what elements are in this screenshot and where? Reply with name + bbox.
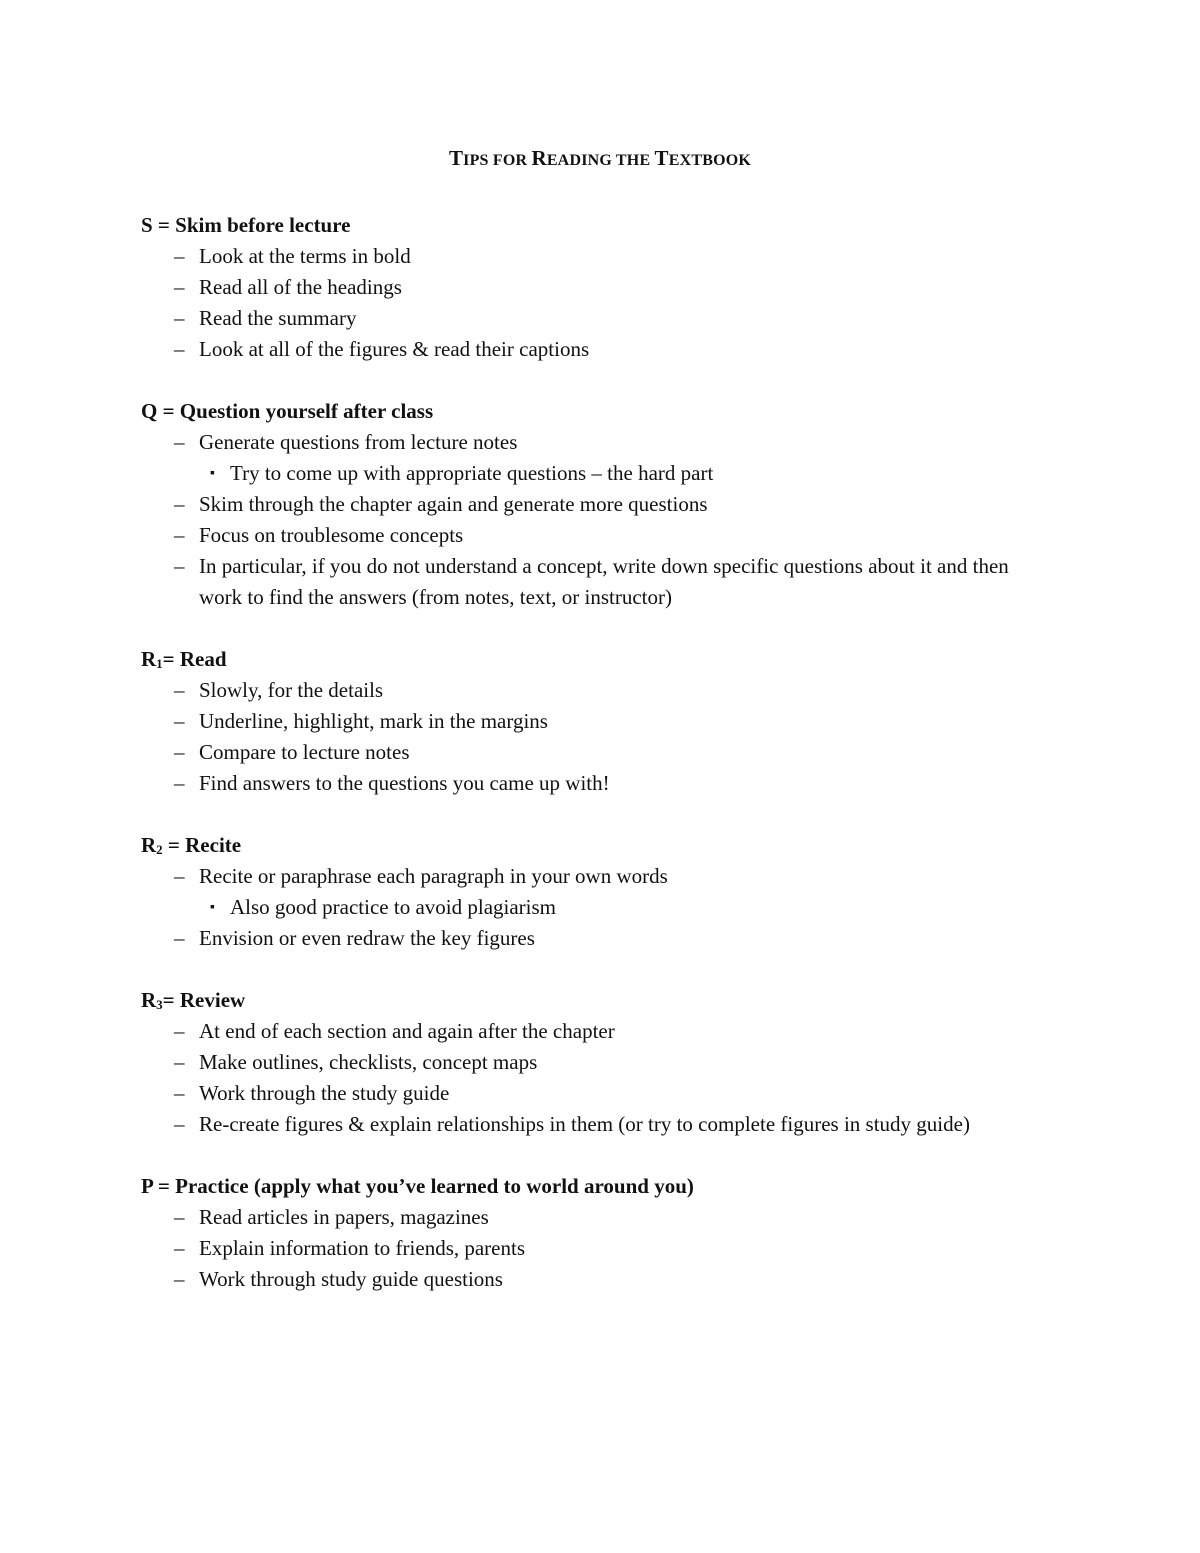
list-item: – Read articles in papers, magazines	[141, 1202, 1029, 1233]
list-item: – Work through the study guide	[141, 1078, 1029, 1109]
list-item: – Skim through the chapter again and generate more questions	[141, 489, 1029, 520]
list-item: – Work through study guide questions	[141, 1264, 1029, 1295]
dash-marker: –	[174, 926, 185, 950]
sub-list-item: ▪ Also good practice to avoid plagiarism	[141, 892, 1030, 923]
list-item: – Explain information to friends, parents	[141, 1233, 1029, 1264]
dash-marker: –	[174, 1081, 185, 1105]
sub-list-item: ▪ Try to come up with appropriate questions – the hard part	[141, 458, 1030, 489]
list-item: – Envision or even redraw the key figures	[141, 923, 1029, 954]
list-item: – Re-create figures & explain relationships in them (or try to complete figures in study guide)	[141, 1109, 1029, 1140]
list-item: – Read all of the headings	[141, 272, 1029, 303]
square-bullet-icon: ▪	[210, 466, 215, 481]
dash-marker: –	[174, 430, 185, 454]
list-item: – Underline, highlight, mark in the margins	[141, 706, 1029, 737]
document-title: TIPS FOR READING THE TEXTBOOK	[448, 146, 752, 170]
list-item: – Focus on troublesome concepts	[141, 520, 1029, 551]
dash-marker: –	[174, 1112, 185, 1136]
section-review	[141, 985, 1041, 1140]
dash-marker: –	[174, 771, 185, 795]
list-item: – In particular, if you do not understand a concept, write down specific questions about it and then work to find the answers (from notes, text, or instructor)	[141, 551, 1029, 613]
list-item: – Look at the terms in bold	[141, 241, 1029, 272]
section-read	[141, 644, 1041, 799]
section-recite	[141, 830, 1041, 954]
dash-marker: –	[174, 1019, 185, 1043]
list-item: – Recite or paraphrase each paragraph in your own words	[141, 861, 1029, 892]
document-body	[141, 210, 1041, 1326]
list-item: – Compare to lecture notes	[141, 737, 1029, 768]
dash-marker: –	[174, 740, 185, 764]
dash-marker: –	[174, 709, 185, 733]
list-item: – At end of each section and again after the chapter	[141, 1016, 1029, 1047]
list-item: – Find answers to the questions you came up with!	[141, 768, 1029, 799]
dash-marker: –	[174, 864, 185, 888]
section-practice	[141, 1171, 1041, 1295]
section-heading: $R_3=$ Review	[141, 988, 246, 1012]
section-heading: S = Skim before lecture	[141, 213, 351, 237]
dash-marker: –	[174, 1050, 185, 1074]
list-item: – Slowly, for the details	[141, 675, 1029, 706]
list-item: – Read the summary	[141, 303, 1029, 334]
section-heading: P = Practice (apply what you’ve learned to world around you)	[141, 1174, 694, 1198]
dash-marker: –	[174, 244, 185, 268]
square-bullet-icon: ▪	[210, 900, 215, 915]
dash-marker: –	[174, 275, 185, 299]
dash-marker: –	[174, 1205, 185, 1229]
dash-marker: –	[174, 554, 185, 578]
dash-marker: –	[174, 306, 185, 330]
section-heading: $R_2$ = Recite	[141, 833, 242, 857]
section-heading: $R_1=$ Read	[141, 647, 227, 671]
section-heading: Q = Question yourself after class	[141, 399, 434, 423]
dash-marker: –	[174, 678, 185, 702]
dash-marker: –	[174, 1267, 185, 1291]
dash-marker: –	[174, 523, 185, 547]
dash-marker: –	[174, 337, 185, 361]
section-skim	[141, 210, 1041, 365]
dash-marker: –	[174, 492, 185, 516]
dash-marker: –	[174, 1236, 185, 1260]
list-item: – Make outlines, checklists, concept maps	[141, 1047, 1029, 1078]
list-item: – Look at all of the figures & read their captions	[141, 334, 1029, 365]
list-item: – Generate questions from lecture notes	[141, 427, 1029, 458]
section-question	[141, 396, 1041, 613]
